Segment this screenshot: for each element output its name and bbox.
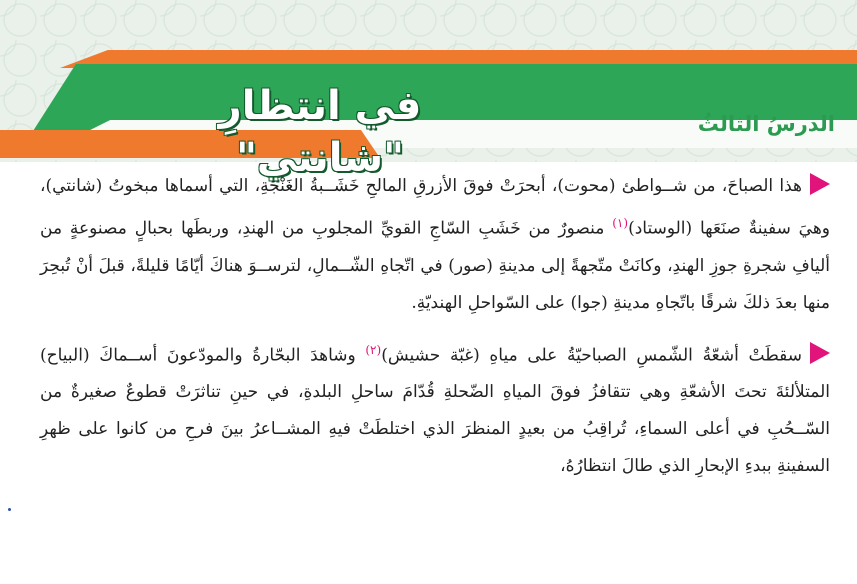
paragraph-2-text-b: وشاهدَ البحّارةُ والمودّعونَ أســماكَ (البياح) المتلألئةَ تحتَ الأشعّةِ وهي تتقافزُ فوقَ المياهِ الضّحلةِ قُدّامَ ساحلِ البلدةِ، في حينِ تناثرَتْ قطوعٌ صغيرةٌ من السّــحُبِ في أعلى السماءِ، تُراقِبُ من بعيدٍ المنظرَ الذي اختلطَتْ فيهِ المشــاعرُ بينَ فرحِ من كانوا على ظهرِ السفينةِ ببدءِ الإبحارِ الذي طالَ انتظارُهُ، xyxy=(40,345,830,477)
paragraph-1 xyxy=(40,168,830,322)
lesson-number: الدرسُ الثالثُ xyxy=(697,112,835,136)
paragraph-2-text-a: سقطَتْ أشعّةُ الشّمسِ الصباحيّةُ على مياهِ (غبّة حشيش) xyxy=(381,345,802,366)
paragraph-1-text-b: منصورٌ من خَشَبِ السّاجِ القويِّ المجلوبِ من الهندِ، وربطَها بحبالٍ مصنوعةٍ من أليافِ شجرةِ جوزِ الهندِ، وكانَتْ متّجهةً إلى مدينةِ (صور) في اتّجاهِ الشّــمالِ، لترســوَ هناكَ أيّامًا قليلةً، قبلَ أنْ تُبحِرَ منها بعدَ ذلكَ شرقًا باتّجاهِ مدينةِ (جوا) على السّواحلِ الهنديّةِ. xyxy=(40,218,830,313)
paragraph-marker-icon xyxy=(810,173,830,195)
paragraph-2 xyxy=(40,332,830,486)
paragraph-1-text-a: هذا الصباحَ، من شــواطئ (محوت)، أبحرَتْ فوقَ الأزرقِ المالحِ خَشَــبةُ الغَنْجَةِ، التي أسماها مبخوتُ (شانتي)، وهيَ سفينةٌ صنَعَها (الوستاد) xyxy=(40,176,830,239)
paragraph-marker-icon xyxy=(810,342,830,364)
footnote-ref-2[interactable]: (٢) xyxy=(365,342,382,357)
footnote-ref-1[interactable]: (١) xyxy=(612,216,629,230)
lesson-body xyxy=(40,168,830,485)
lesson-title: في انتظارِ "شانتي" xyxy=(218,83,422,181)
margin-dot xyxy=(8,508,11,511)
